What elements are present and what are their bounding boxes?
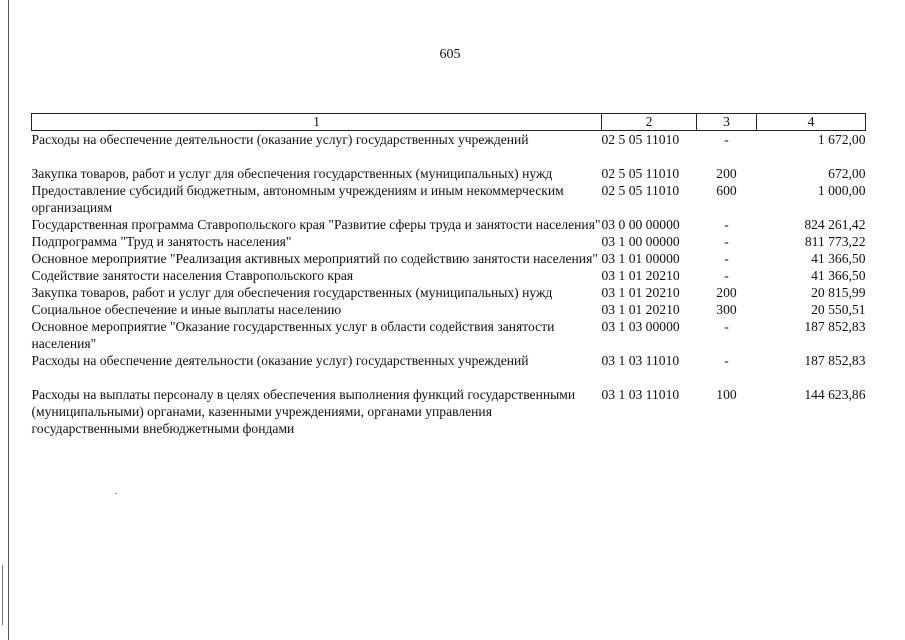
row-name: Расходы на обеспечение деятельности (оказание услуг) государственных учреждений — [31, 353, 529, 368]
row-type: - — [724, 319, 729, 334]
row-code: 03 1 03 00000 — [601, 319, 680, 334]
table-row — [32, 216, 866, 233]
row-type: 200 — [716, 285, 737, 300]
scan-edge-line — [8, 0, 9, 640]
row-code: 02 5 05 11010 — [601, 132, 680, 147]
table-row — [32, 386, 866, 437]
row-amount: 811 773,22 — [804, 234, 866, 249]
row-code: 03 1 01 20210 — [601, 268, 680, 283]
row-type: - — [724, 268, 729, 283]
header-col-3: 3 — [697, 114, 757, 131]
row-amount: 20 815,99 — [811, 285, 866, 300]
row-name: Социальное обеспечение и иные выплаты населению — [31, 302, 342, 317]
row-name: Закупка товаров, работ и услуг для обеспечения государственных (муниципальных) нужд — [31, 166, 553, 181]
row-code: 03 1 01 00000 — [601, 251, 680, 266]
row-amount: 144 623,86 — [804, 387, 866, 402]
row-amount: 187 852,83 — [804, 353, 866, 368]
table-header-row — [32, 114, 866, 131]
table-row — [32, 233, 866, 250]
row-code: 03 1 03 11010 — [601, 353, 680, 368]
scan-edge-mark — [2, 565, 3, 625]
row-amount: 824 261,42 — [804, 217, 866, 232]
header-col-4: 4 — [757, 114, 866, 131]
row-type: 100 — [716, 387, 737, 402]
row-amount: 672,00 — [828, 166, 866, 181]
table-row — [32, 284, 866, 301]
row-code: 03 1 01 20210 — [601, 302, 680, 317]
row-type: - — [724, 234, 729, 249]
row-amount: 20 550,51 — [811, 302, 866, 317]
header-col-2: 2 — [602, 114, 697, 131]
row-type: - — [724, 251, 729, 266]
row-amount: 41 366,50 — [811, 268, 866, 283]
table-row — [32, 352, 866, 386]
row-name: Содействие занятости населения Ставропольского края — [31, 268, 354, 283]
row-name: Основное мероприятие "Оказание государственных услуг в области содействия занятости населения" — [31, 319, 555, 351]
row-type: 300 — [716, 302, 737, 317]
row-type: 600 — [716, 183, 737, 198]
scan-speck — [115, 493, 117, 494]
table-row — [32, 131, 866, 166]
row-code: 02 5 05 11010 — [601, 166, 680, 181]
page-number: 605 — [439, 47, 461, 62]
row-type: 200 — [716, 166, 737, 181]
row-name: Расходы на обеспечение деятельности (оказание услуг) государственных учреждений — [31, 132, 529, 147]
table-row — [32, 182, 866, 216]
row-name: Расходы на выплаты персоналу в целях обеспечения выполнения функций государственными (муниципальными) органами, казенными учреждениями, органами управления государственными внебюджетными фондами — [31, 387, 576, 436]
table-row — [32, 318, 866, 352]
row-amount: 41 366,50 — [811, 251, 866, 266]
table-row — [32, 250, 866, 267]
row-code: 02 5 05 11010 — [601, 183, 680, 198]
row-code: 03 1 00 00000 — [601, 234, 680, 249]
row-name: Государственная программа Ставропольского края "Развитие сферы труда и занятости населения" — [31, 217, 601, 232]
budget-table — [31, 113, 866, 437]
row-type: - — [724, 353, 729, 368]
row-name: Основное мероприятие "Реализация активных мероприятий по содействию занятости населения" — [31, 251, 598, 266]
row-name: Предоставление субсидий бюджетным, автономным учреждениям и иным некоммерческим организациям — [31, 183, 564, 215]
row-type: - — [724, 217, 729, 232]
row-amount: 187 852,83 — [804, 319, 866, 334]
row-amount: 1 672,00 — [817, 132, 866, 147]
header-col-1: 1 — [32, 114, 602, 131]
row-code: 03 1 01 20210 — [601, 285, 680, 300]
row-type: - — [724, 132, 729, 147]
row-code: 03 0 00 00000 — [601, 217, 680, 232]
table-row — [32, 165, 866, 182]
table-row — [32, 267, 866, 284]
row-amount: 1 000,00 — [817, 183, 866, 198]
row-name: Подпрограмма "Труд и занятость населения" — [31, 234, 292, 249]
row-name: Закупка товаров, работ и услуг для обеспечения государственных (муниципальных) нужд — [31, 285, 553, 300]
row-code: 03 1 03 11010 — [601, 387, 680, 402]
table-row — [32, 301, 866, 318]
